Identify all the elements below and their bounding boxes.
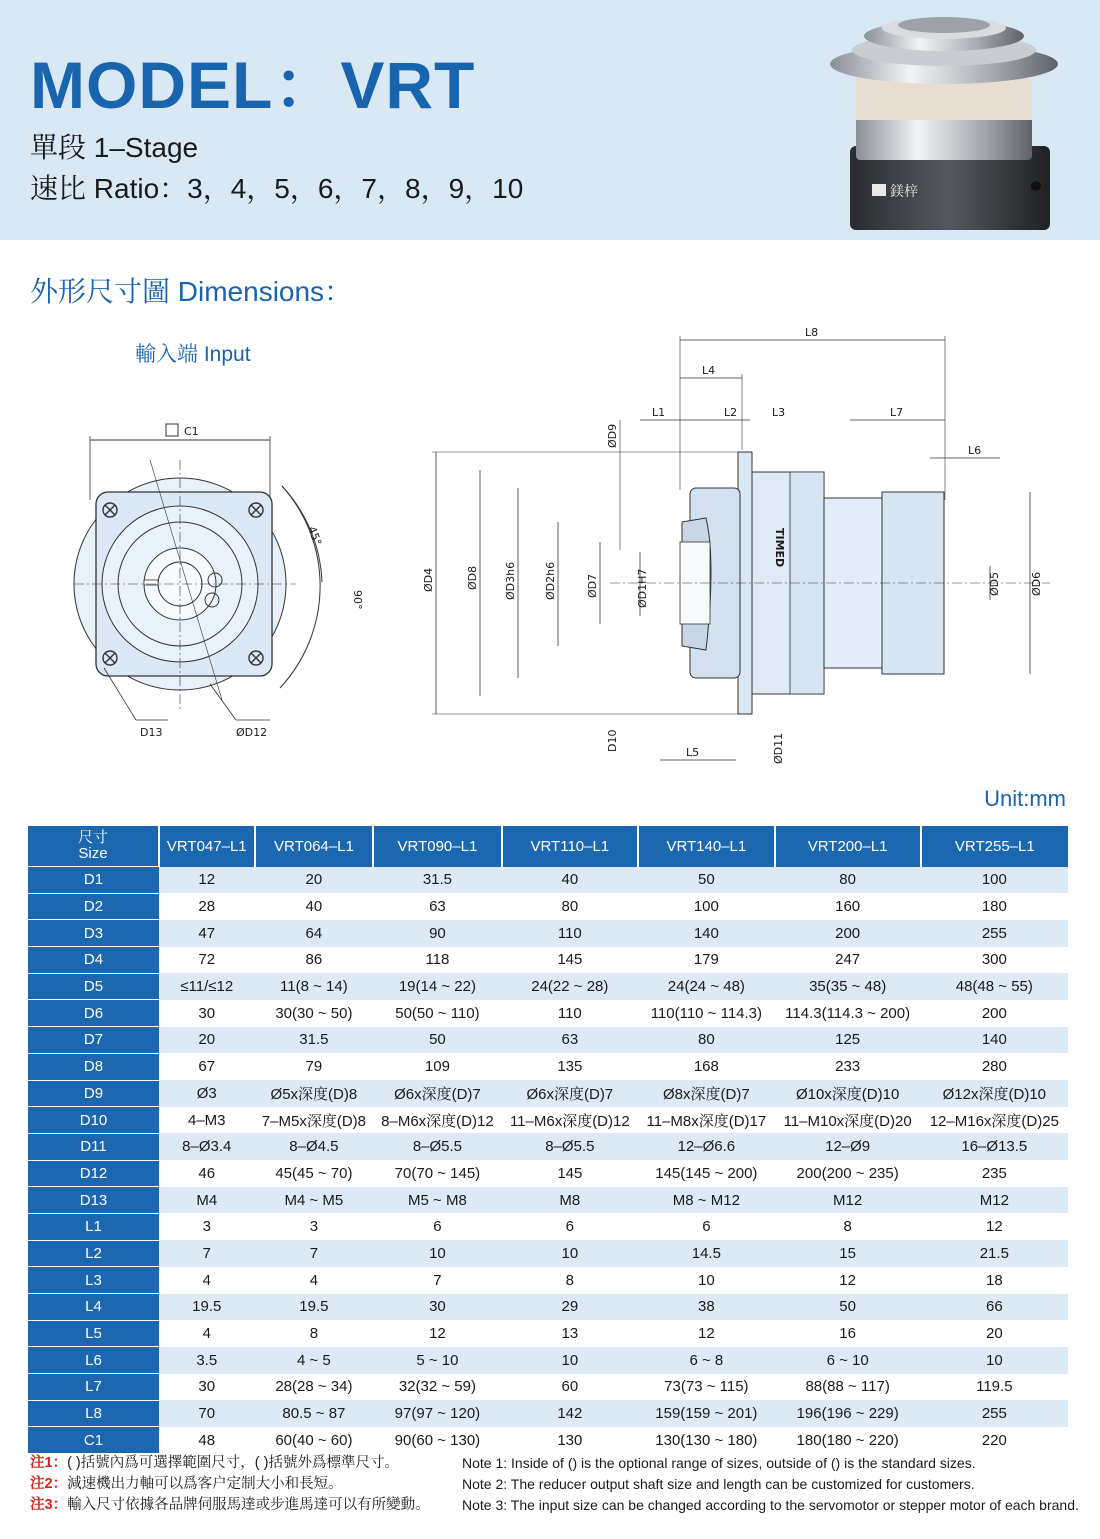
table-cell: 70 — [159, 1400, 255, 1427]
row-label: D5 — [28, 973, 159, 1000]
table-cell: 109 — [373, 1053, 501, 1080]
table-cell: 8–Ø5.5 — [502, 1133, 639, 1160]
table-row — [28, 1240, 1068, 1267]
table-cell: 8 — [775, 1213, 921, 1240]
note-cn-1 — [30, 1453, 430, 1474]
row-label: D10 — [28, 1107, 159, 1134]
note-cn-3 — [30, 1495, 430, 1516]
table-cell: 6 ~ 10 — [775, 1347, 921, 1374]
note-cn-1-tag: 注1： — [30, 1455, 68, 1471]
table-cell: 80 — [502, 893, 639, 920]
table-cell: 145(145 ~ 200) — [638, 1160, 775, 1187]
unit-label: Unit:mm — [984, 786, 1066, 811]
table-cell: 12 — [921, 1213, 1068, 1240]
table-cell: 38 — [638, 1294, 775, 1321]
table-cell: 50(50 ~ 110) — [373, 1000, 501, 1027]
row-label: L8 — [28, 1400, 159, 1427]
table-cell: 110 — [502, 920, 639, 947]
note-cn-2 — [30, 1474, 430, 1495]
table-cell: 3 — [255, 1213, 374, 1240]
table-cell: 21.5 — [921, 1240, 1068, 1267]
table-cell: 30(30 ~ 50) — [255, 1000, 374, 1027]
table-cell: 6 — [373, 1213, 501, 1240]
label-angle90: 90° — [351, 590, 364, 610]
table-cell: 72 — [159, 947, 255, 974]
row-label: D11 — [28, 1133, 159, 1160]
table-cell: M8 — [502, 1187, 639, 1214]
table-cell: 12 — [775, 1267, 921, 1294]
table-cell: 24(22 ~ 28) — [502, 973, 639, 1000]
table-cell: 19.5 — [159, 1294, 255, 1321]
table-cell: 86 — [255, 947, 374, 974]
product-brand-mark: 鎂梓 — [890, 184, 918, 200]
label-angle45: 45° — [305, 524, 325, 548]
table-cell: ≤11/≤12 — [159, 973, 255, 1000]
table-cell: 200 — [775, 920, 921, 947]
table-cell: 220 — [921, 1427, 1068, 1453]
table-cell: 235 — [921, 1160, 1068, 1187]
table-row — [28, 1374, 1068, 1401]
label-d13: D13 — [140, 726, 163, 739]
table-cell: 8 — [502, 1267, 639, 1294]
table-cell: 300 — [921, 947, 1068, 974]
table-row — [28, 1400, 1068, 1427]
label-d11: ØD11 — [772, 732, 785, 764]
table-cell: 142 — [502, 1400, 639, 1427]
table-cell: 20 — [255, 867, 374, 894]
table-cell: 63 — [502, 1027, 639, 1054]
table-cell: 79 — [255, 1053, 374, 1080]
table-cell: 46 — [159, 1160, 255, 1187]
table-cell: 90 — [373, 920, 501, 947]
page-title: MODEL：VRT — [30, 48, 476, 122]
label-d6: ØD6 — [1030, 571, 1043, 596]
table-cell: 8 — [255, 1320, 374, 1347]
table-cell: 5 ~ 10 — [373, 1347, 501, 1374]
table-cell: 119.5 — [921, 1374, 1068, 1401]
front-view-drawing — [60, 400, 400, 750]
ratio-text: 速比 Ratio：3，4，5，6，7，8，9，10 — [30, 173, 524, 204]
table-cell: 247 — [775, 947, 921, 974]
table-cell: 30 — [373, 1294, 501, 1321]
row-label: L1 — [28, 1213, 159, 1240]
table-cell: 64 — [255, 920, 374, 947]
label-l7: L7 — [890, 406, 904, 419]
label-c1: C1 — [184, 425, 199, 438]
table-row — [28, 1080, 1068, 1107]
note-en-3: Note 3: The input size can be changed according to the servomotor or stepper motor of each brand. — [462, 1497, 1079, 1513]
row-label: D8 — [28, 1053, 159, 1080]
table-cell: 11–M10x深度(D)20 — [775, 1107, 921, 1134]
table-cell: 66 — [921, 1294, 1068, 1321]
table-cell: 12–M16x深度(D)25 — [921, 1107, 1068, 1134]
table-cell: 7 — [159, 1240, 255, 1267]
table-cell: Ø6x深度(D)7 — [502, 1080, 639, 1107]
table-cell: 40 — [502, 867, 639, 894]
table-cell: 7–M5x深度(D)8 — [255, 1107, 374, 1134]
table-cell: 48(48 ~ 55) — [921, 973, 1068, 1000]
table-cell: 32(32 ~ 59) — [373, 1374, 501, 1401]
table-row — [28, 867, 1068, 894]
table-cell: 110 — [502, 1000, 639, 1027]
col-vrt064: VRT064–L1 — [255, 826, 374, 867]
spec-table — [28, 826, 1068, 1453]
size-header — [28, 826, 159, 867]
col-vrt090: VRT090–L1 — [373, 826, 501, 867]
row-label: L3 — [28, 1267, 159, 1294]
table-cell: 10 — [373, 1240, 501, 1267]
table-row — [28, 1160, 1068, 1187]
table-cell: 200 — [921, 1000, 1068, 1027]
note-en-2: Note 2: The reducer output shaft size and length can be customized for customers. — [462, 1476, 975, 1492]
note-en-1: Note 1: Inside of () is the optional range of sizes, outside of () is the standard sizes. — [462, 1455, 976, 1471]
table-cell: 80 — [775, 867, 921, 894]
table-cell: 3 — [159, 1213, 255, 1240]
table-cell: 19.5 — [255, 1294, 374, 1321]
label-l2: L2 — [724, 406, 738, 419]
note-cn-3-text: 輸入尺寸依據各品牌伺服馬達或步進馬達可以有所變動。 — [67, 1497, 430, 1513]
table-cell: 180(180 ~ 220) — [775, 1427, 921, 1453]
row-label: L2 — [28, 1240, 159, 1267]
table-cell: 45(45 ~ 70) — [255, 1160, 374, 1187]
table-cell: 12 — [159, 867, 255, 894]
table-cell: 88(88 ~ 117) — [775, 1374, 921, 1401]
table-cell: Ø5x深度(D)8 — [255, 1080, 374, 1107]
notes-english — [462, 1453, 1079, 1516]
table-cell: 145 — [502, 947, 639, 974]
label-l8: L8 — [805, 326, 819, 339]
table-cell: Ø6x深度(D)7 — [373, 1080, 501, 1107]
table-cell: 11(8 ~ 14) — [255, 973, 374, 1000]
table-cell: 50 — [373, 1027, 501, 1054]
table-cell: 40 — [255, 893, 374, 920]
table-cell: 100 — [638, 893, 775, 920]
table-cell: 30 — [159, 1374, 255, 1401]
table-cell: 29 — [502, 1294, 639, 1321]
table-cell: Ø10x深度(D)10 — [775, 1080, 921, 1107]
row-label: D4 — [28, 947, 159, 974]
row-label: C1 — [28, 1427, 159, 1453]
table-cell: M12 — [775, 1187, 921, 1214]
table-cell: 28(28 ~ 34) — [255, 1374, 374, 1401]
table-cell: 97(97 ~ 120) — [373, 1400, 501, 1427]
row-label: L4 — [28, 1294, 159, 1321]
table-cell: 12 — [638, 1320, 775, 1347]
table-cell: 114.3(114.3 ~ 200) — [775, 1000, 921, 1027]
col-vrt200: VRT200–L1 — [775, 826, 921, 867]
stage-text: 單段 1–Stage — [30, 132, 199, 163]
col-vrt140: VRT140–L1 — [638, 826, 775, 867]
table-cell: 24(24 ~ 48) — [638, 973, 775, 1000]
table-cell: 18 — [921, 1267, 1068, 1294]
table-row — [28, 1187, 1068, 1214]
table-cell: 4 — [255, 1267, 374, 1294]
table-cell: 63 — [373, 893, 501, 920]
label-l1: L1 — [652, 406, 666, 419]
col-vrt047: VRT047–L1 — [159, 826, 255, 867]
table-cell: 90(60 ~ 130) — [373, 1427, 501, 1453]
table-cell: 11–M6x深度(D)12 — [502, 1107, 639, 1134]
notes-chinese — [30, 1453, 430, 1516]
note-cn-1-text: ( )括號內爲可選擇範圍尺寸，( )括號外爲標準尺寸。 — [67, 1455, 399, 1471]
table-cell: 8–Ø3.4 — [159, 1133, 255, 1160]
table-cell: 7 — [255, 1240, 374, 1267]
table-cell: 67 — [159, 1053, 255, 1080]
table-cell: 233 — [775, 1053, 921, 1080]
table-cell: 140 — [638, 920, 775, 947]
table-cell: 35(35 ~ 48) — [775, 973, 921, 1000]
row-label: D1 — [28, 867, 159, 894]
table-cell: 3.5 — [159, 1347, 255, 1374]
table-cell: 13 — [502, 1320, 639, 1347]
row-label: D3 — [28, 920, 159, 947]
note-cn-2-text: 減速機出力軸可以爲客户定制大小和長短。 — [67, 1476, 343, 1492]
table-cell: 130(130 ~ 180) — [638, 1427, 775, 1453]
table-cell: 16–Ø13.5 — [921, 1133, 1068, 1160]
col-vrt110: VRT110–L1 — [502, 826, 639, 867]
table-cell: 10 — [638, 1267, 775, 1294]
row-label: D9 — [28, 1080, 159, 1107]
label-l3: L3 — [772, 406, 786, 419]
table-row — [28, 1000, 1068, 1027]
table-cell: 4–M3 — [159, 1107, 255, 1134]
table-cell: 19(14 ~ 22) — [373, 973, 501, 1000]
table-cell: 48 — [159, 1427, 255, 1453]
table-row — [28, 1347, 1068, 1374]
table-cell: 8–Ø4.5 — [255, 1133, 374, 1160]
table-cell: Ø3 — [159, 1080, 255, 1107]
size-header-cn: 尺寸 — [77, 829, 108, 846]
label-d7: ØD7 — [586, 573, 599, 598]
label-d4: ØD4 — [422, 567, 435, 592]
note-cn-3-tag: 注3： — [30, 1497, 68, 1513]
table-cell: 16 — [775, 1320, 921, 1347]
table-cell: M12 — [921, 1187, 1068, 1214]
col-vrt255: VRT255–L1 — [921, 826, 1068, 867]
label-d1: ØD1H7 — [636, 568, 649, 608]
table-row — [28, 1294, 1068, 1321]
table-cell: 20 — [159, 1027, 255, 1054]
table-cell: 70(70 ~ 145) — [373, 1160, 501, 1187]
table-cell: 6 ~ 8 — [638, 1347, 775, 1374]
table-cell: 31.5 — [255, 1027, 374, 1054]
table-cell: 60 — [502, 1374, 639, 1401]
table-cell: 168 — [638, 1053, 775, 1080]
table-cell: 255 — [921, 1400, 1068, 1427]
table-cell: M4 — [159, 1187, 255, 1214]
table-cell: 50 — [775, 1294, 921, 1321]
table-cell: 125 — [775, 1027, 921, 1054]
table-cell: 6 — [502, 1213, 639, 1240]
label-l4: L4 — [702, 364, 716, 377]
table-cell: 6 — [638, 1213, 775, 1240]
table-cell: 11–M8x深度(D)17 — [638, 1107, 775, 1134]
label-brand: TIMED — [773, 528, 786, 568]
table-cell: 196(196 ~ 229) — [775, 1400, 921, 1427]
table-cell: 280 — [921, 1053, 1068, 1080]
spec-table-body — [28, 867, 1068, 1454]
label-d2: ØD2h6 — [544, 561, 557, 600]
table-cell: 8–Ø5.5 — [373, 1133, 501, 1160]
row-label: L6 — [28, 1347, 159, 1374]
table-cell: 145 — [502, 1160, 639, 1187]
row-label: D6 — [28, 1000, 159, 1027]
table-row — [28, 1267, 1068, 1294]
table-header-row — [28, 826, 1068, 867]
table-cell: 130 — [502, 1427, 639, 1453]
table-cell: 12 — [373, 1320, 501, 1347]
table-cell: 50 — [638, 867, 775, 894]
table-cell: 31.5 — [373, 867, 501, 894]
row-label: D2 — [28, 893, 159, 920]
table-cell: 110(110 ~ 114.3) — [638, 1000, 775, 1027]
table-cell: 30 — [159, 1000, 255, 1027]
table-cell: 73(73 ~ 115) — [638, 1374, 775, 1401]
table-cell: 135 — [502, 1053, 639, 1080]
table-cell: 140 — [921, 1027, 1068, 1054]
table-row — [28, 1213, 1068, 1240]
table-cell: 4 — [159, 1267, 255, 1294]
label-d9: ØD9 — [606, 423, 619, 448]
table-cell: 100 — [921, 867, 1068, 894]
row-label: L5 — [28, 1320, 159, 1347]
label-d12: ØD12 — [236, 726, 268, 739]
table-cell: 80 — [638, 1027, 775, 1054]
table-cell: 10 — [502, 1347, 639, 1374]
table-cell: 60(40 ~ 60) — [255, 1427, 374, 1453]
table-cell: M4 ~ M5 — [255, 1187, 374, 1214]
label-d8: ØD8 — [466, 565, 479, 590]
table-row — [28, 893, 1068, 920]
table-cell: M5 ~ M8 — [373, 1187, 501, 1214]
table-cell: 118 — [373, 947, 501, 974]
table-cell: 47 — [159, 920, 255, 947]
label-l5: L5 — [686, 746, 700, 759]
size-header-en: Size — [78, 845, 108, 862]
row-label: D12 — [28, 1160, 159, 1187]
row-label: L7 — [28, 1374, 159, 1401]
table-cell: 14.5 — [638, 1240, 775, 1267]
product-photo — [828, 8, 1064, 234]
table-cell: 4 — [159, 1320, 255, 1347]
table-cell: 4 ~ 5 — [255, 1347, 374, 1374]
table-cell: 179 — [638, 947, 775, 974]
table-cell: 159(159 ~ 201) — [638, 1400, 775, 1427]
label-d5: ØD5 — [988, 571, 1001, 596]
table-cell: 12–Ø9 — [775, 1133, 921, 1160]
label-l6: L6 — [968, 444, 982, 457]
table-row — [28, 947, 1068, 974]
table-row — [28, 1027, 1068, 1054]
table-row — [28, 1427, 1068, 1453]
table-cell: M8 ~ M12 — [638, 1187, 775, 1214]
table-cell: Ø12x深度(D)10 — [921, 1080, 1068, 1107]
table-cell: 8–M6x深度(D)12 — [373, 1107, 501, 1134]
table-cell: 80.5 ~ 87 — [255, 1400, 374, 1427]
label-d10: D10 — [606, 729, 619, 752]
row-label: D13 — [28, 1187, 159, 1214]
note-cn-2-tag: 注2： — [30, 1476, 68, 1492]
table-row — [28, 1053, 1068, 1080]
table-row — [28, 920, 1068, 947]
table-cell: 160 — [775, 893, 921, 920]
table-cell: 255 — [921, 920, 1068, 947]
table-row — [28, 973, 1068, 1000]
table-cell: 20 — [921, 1320, 1068, 1347]
table-cell: 28 — [159, 893, 255, 920]
table-cell: 15 — [775, 1240, 921, 1267]
table-row — [28, 1133, 1068, 1160]
table-cell: 10 — [921, 1347, 1068, 1374]
table-cell: 180 — [921, 893, 1068, 920]
table-cell: 200(200 ~ 235) — [775, 1160, 921, 1187]
table-cell: 12–Ø6.6 — [638, 1133, 775, 1160]
table-cell: 10 — [502, 1240, 639, 1267]
table-cell: 7 — [373, 1267, 501, 1294]
table-cell: Ø8x深度(D)7 — [638, 1080, 775, 1107]
dimensions-title: 外形尺寸圖 Dimensions： — [30, 276, 353, 307]
row-label: D7 — [28, 1027, 159, 1054]
input-label: 輸入端 Input — [135, 343, 251, 366]
table-row — [28, 1320, 1068, 1347]
label-d3: ØD3h6 — [504, 561, 517, 600]
table-row — [28, 1107, 1068, 1134]
side-view-drawing — [410, 320, 1090, 770]
